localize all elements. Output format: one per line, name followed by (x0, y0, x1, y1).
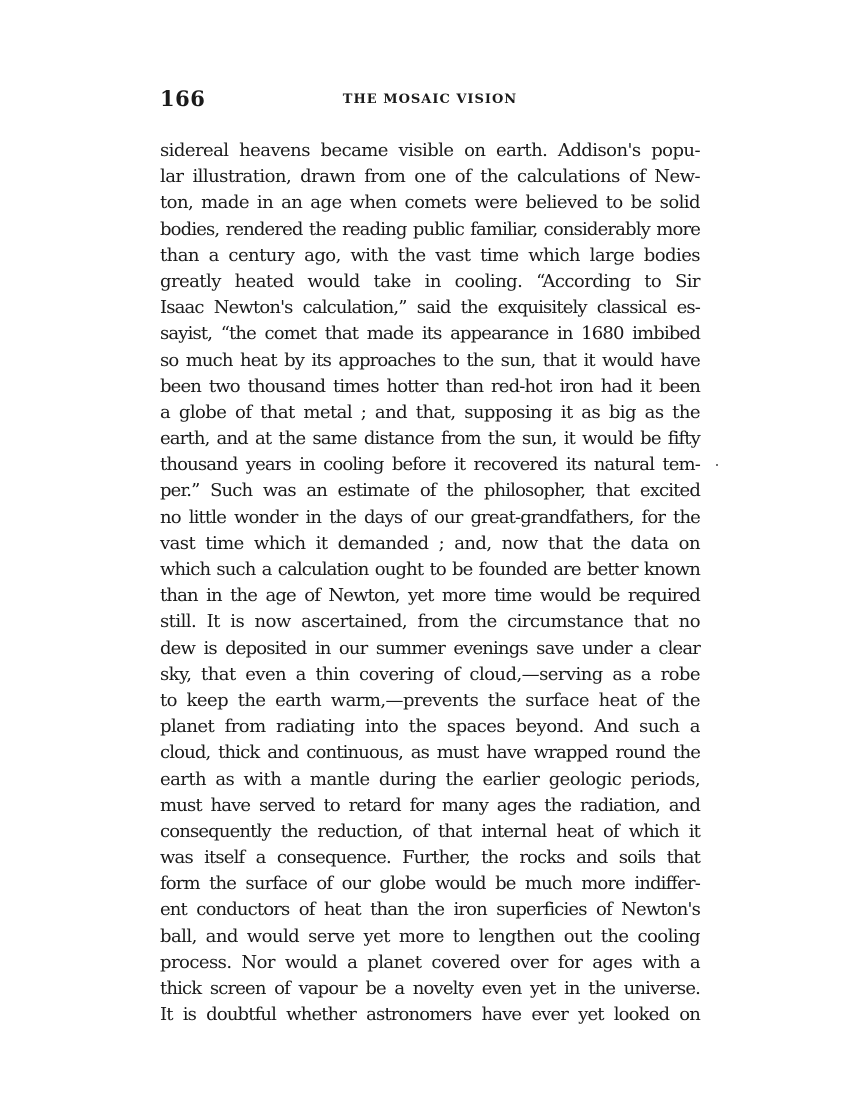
text-line: still. It is now ascertained, from the circumstance that no (160, 611, 700, 633)
body-paragraph (160, 138, 700, 1028)
text-line: process. Nor would a planet covered over for ages with a (160, 951, 700, 973)
text-line: sky, that even a thin covering of cloud,—serving as a robe (160, 663, 700, 685)
text-line: greatly heated would take in cooling. “According to Sir (160, 270, 700, 292)
text-line: planet from radiating into the spaces beyond. And such a (160, 716, 700, 738)
text-line: than in the age of Newton, yet more time would be required (160, 585, 700, 607)
text-line: which such a calculation ought to be founded are better known (160, 559, 700, 580)
text-line: thick screen of vapour be a novelty even yet in the universe. (160, 978, 700, 999)
text-line: so much heat by its approaches to the sun, that it would have (160, 349, 700, 371)
text-line: thousand years in cooling before it recovered its natural tem- (160, 454, 700, 476)
text-line: vast time which it demanded ; and, now that the data on (160, 532, 700, 554)
text-line: sidereal heavens became visible on earth. Addison's popu- (160, 140, 700, 161)
running-title: THE MOSAIC VISION (342, 92, 518, 107)
text-line: lar illustration, drawn from one of the calculations of New- (160, 166, 700, 188)
text-line: cloud, thick and continuous, as must have wrapped round the (160, 742, 700, 764)
text-line: a globe of that metal ; and that, supposing it as big as the (160, 401, 700, 423)
text-line: to keep the earth warm,—prevents the surface heat of the (160, 689, 700, 711)
text-line: per.” Such was an estimate of the philosopher, that excited (160, 480, 700, 502)
scan-speck (716, 464, 718, 466)
text-line: ball, and would serve yet more to lengthen out the cooling (160, 925, 700, 947)
text-line: bodies, rendered the reading public familiar, considerably more (160, 218, 700, 240)
text-line: ton, made in an age when comets were believed to be solid (160, 192, 700, 214)
text-line: was itself a consequence. Further, the rocks and soils that (160, 847, 700, 869)
text-line: consequently the reduction, of that internal heat of which it (160, 820, 700, 842)
text-line: earth, and at the same distance from the sun, it would be fifty (160, 428, 700, 450)
text-line: ent conductors of heat than the iron superficies of Newton's (160, 899, 700, 921)
page-number: 166 (160, 86, 206, 111)
text-line: must have served to retard for many ages the radiation, and (160, 794, 700, 816)
text-line: form the surface of our globe would be much more indiffer- (160, 873, 700, 895)
text-line: dew is deposited in our summer evenings save under a clear (160, 637, 700, 659)
text-line: sayist, “the comet that made its appearance in 1680 imbibed (160, 323, 700, 345)
text-line: been two thousand times hotter than red-hot iron had it been (160, 375, 700, 397)
text-line: no little wonder in the days of our great-grandfathers, for the (160, 506, 700, 528)
text-line: Isaac Newton's calculation,” said the exquisitely classical es- (160, 297, 700, 319)
running-head (160, 86, 700, 116)
text-line: than a century ago, with the vast time which large bodies (160, 244, 700, 266)
text-line: earth as with a mantle during the earlier geologic periods, (160, 768, 700, 790)
text-line: It is doubtful whether astronomers have ever yet looked on (160, 1004, 700, 1026)
